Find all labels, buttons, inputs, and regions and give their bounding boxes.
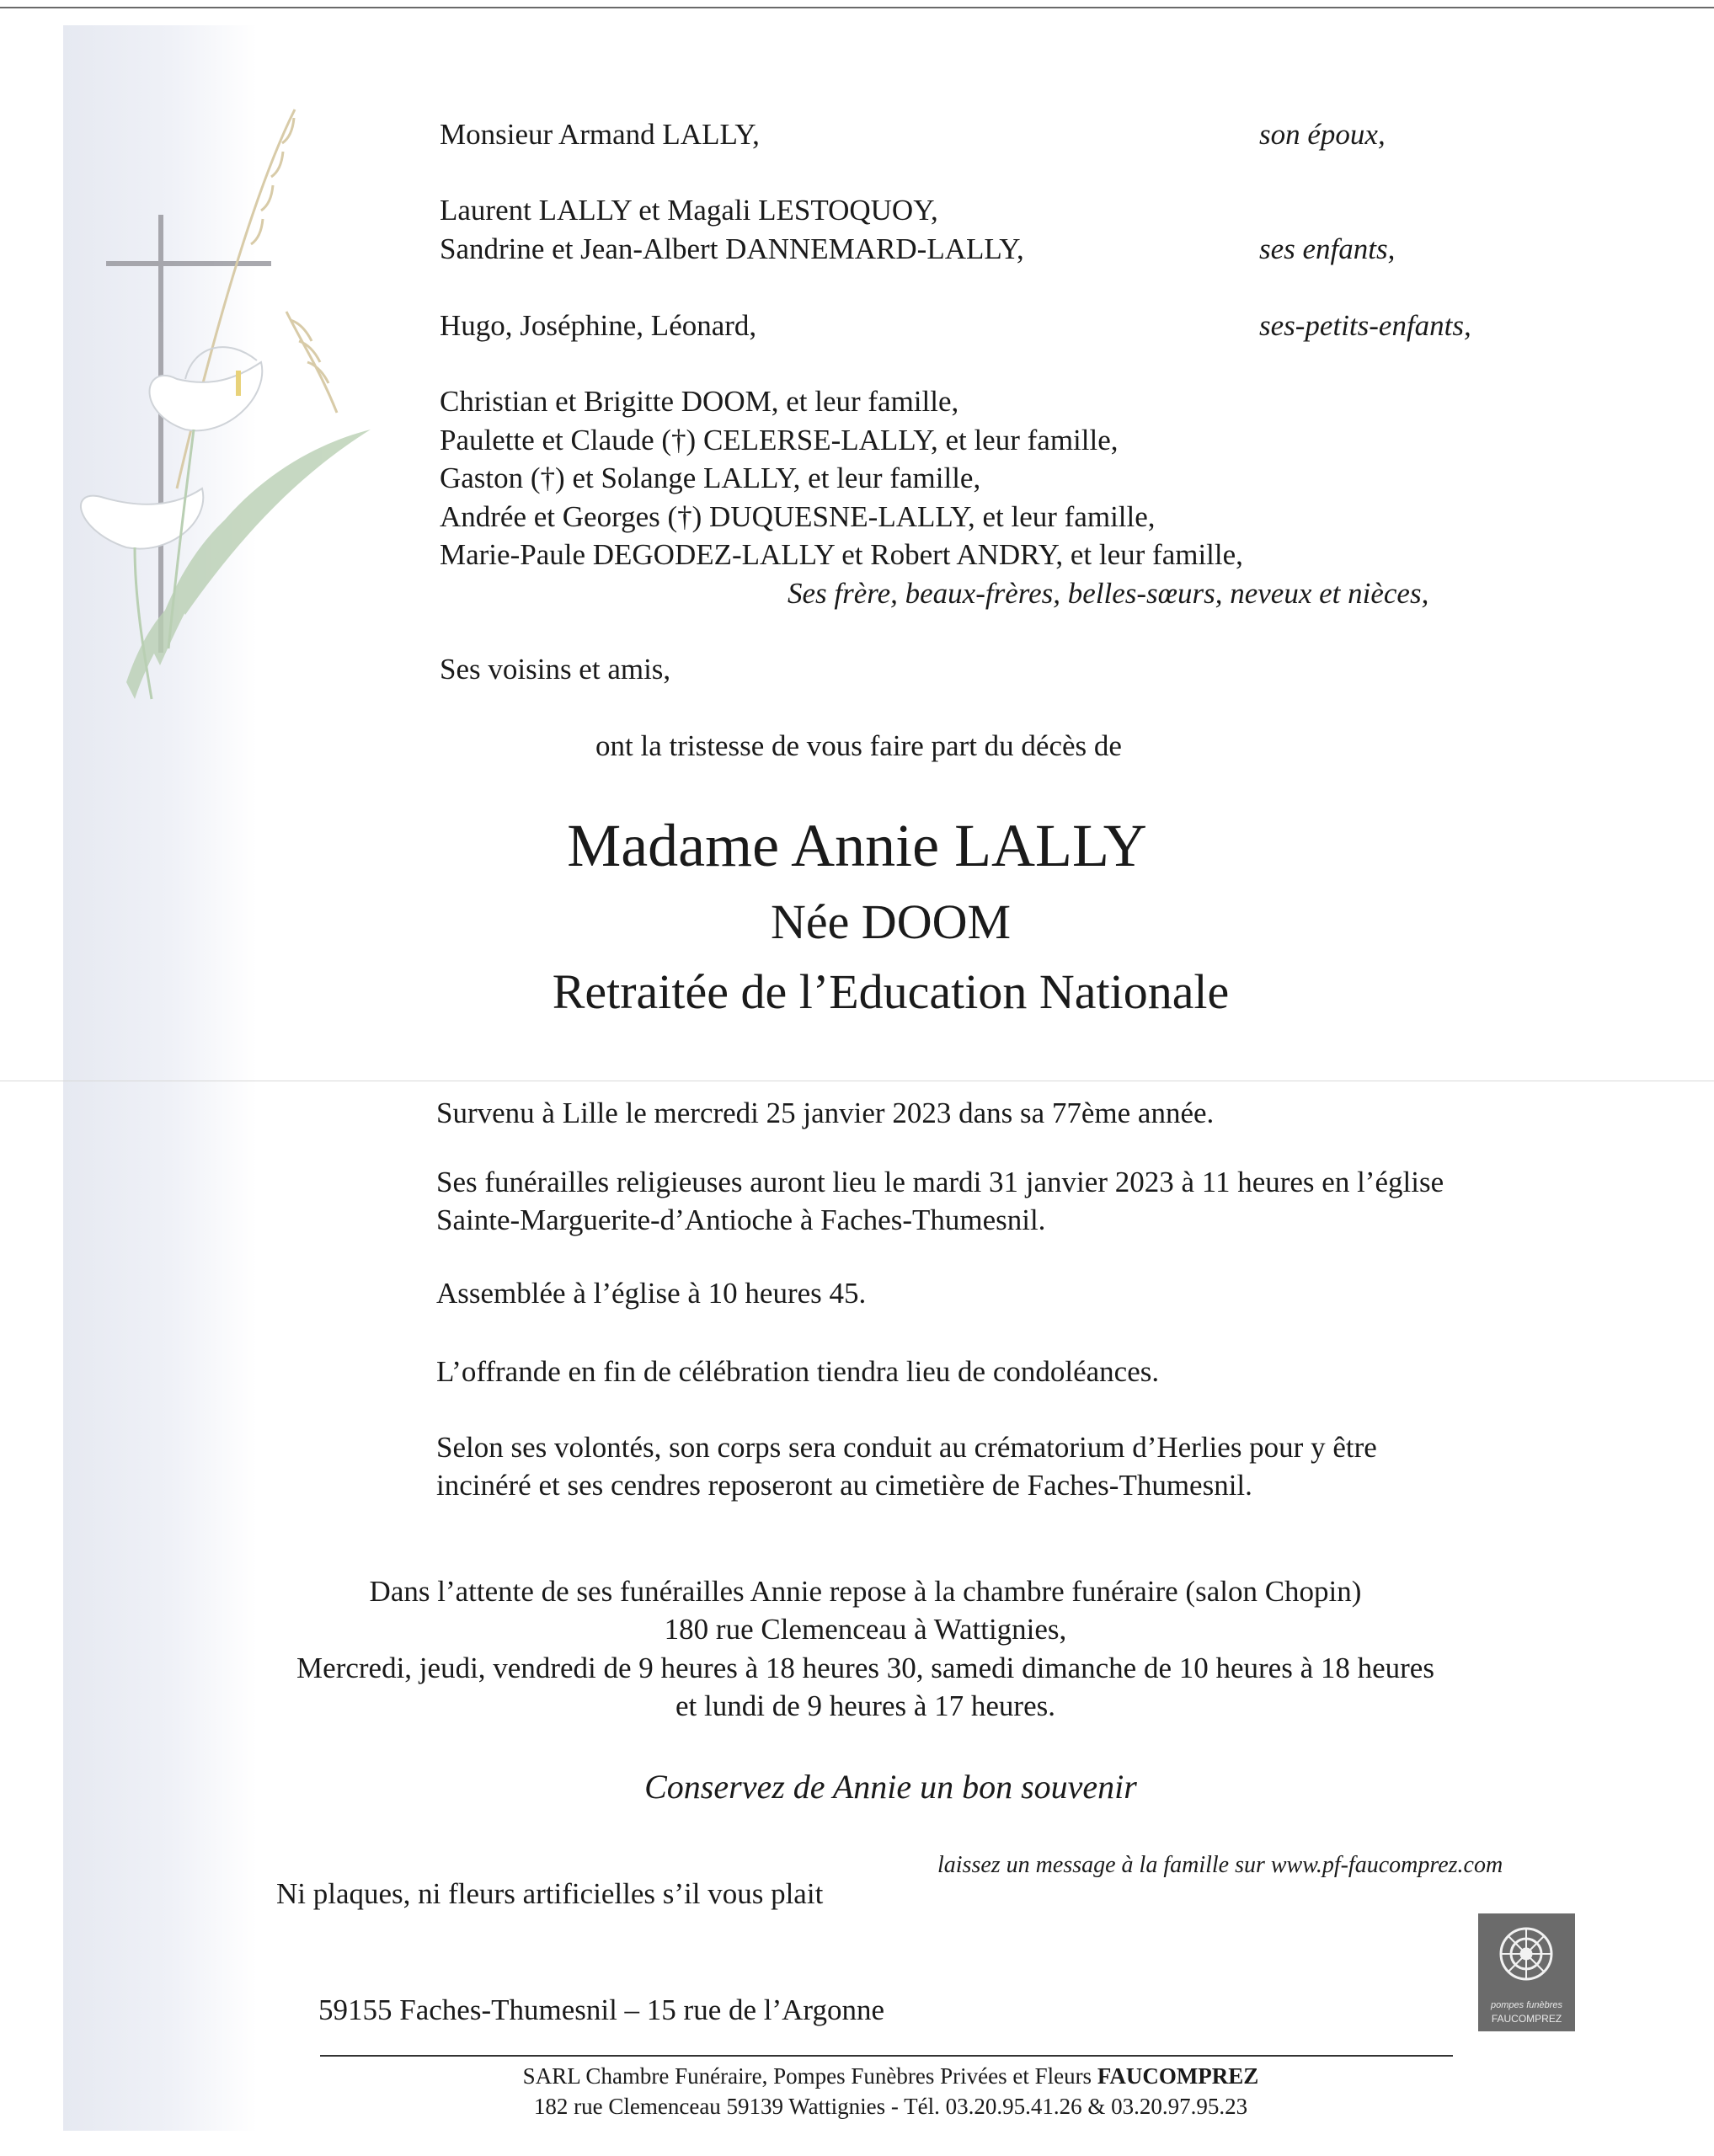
footer-company: SARL Chambre Funéraire, Pompes Funèbres Privées et Fleurs: [522, 2063, 1097, 2089]
assembly-line: Assemblée à l’église à 10 heures 45.: [436, 1277, 867, 1310]
visitation-line: 180 rue Clemenceau à Wattignies,: [664, 1613, 1067, 1646]
message-link[interactable]: laissez un message à la famille sur www.pf-faucomprez.com: [937, 1852, 1503, 1878]
visitation-line: Dans l’attente de ses funérailles Annie repose à la chambre funéraire (salon Chopin): [369, 1575, 1362, 1608]
remembrance-line: Conservez de Annie un bon souvenir: [644, 1768, 1137, 1806]
deceased-title: Retraitée de l’Education Nationale: [552, 964, 1230, 1019]
relative-line: Andrée et Georges (†) DUQUESNE-LALLY, et leur famille,: [440, 500, 1156, 533]
funeral-line-2: Sainte-Marguerite-d’Antioche à Faches-Thumesnil.: [436, 1203, 1046, 1236]
top-border: [0, 7, 1714, 8]
funeral-line-1: Ses funérailles religieuses auront lieu le mardi 31 janvier 2023 à 11 heures en l’église: [436, 1166, 1444, 1198]
deceased-maiden-name: Née DOOM: [770, 894, 1012, 949]
wheat-icon: [177, 109, 337, 488]
announcement-line: ont la tristesse de vous faire part du décès de: [595, 729, 1122, 762]
friends-line: Ses voisins et amis,: [440, 653, 671, 686]
relative-line: Christian et Brigitte DOOM, et leur famille,: [440, 385, 959, 418]
rosette-icon: [1478, 1913, 1575, 1998]
cremation-line-2: incinéré et ses cendres reposeront au cimetière de Faches-Thumesnil.: [436, 1469, 1252, 1502]
spouse-name: Monsieur Armand LALLY,: [440, 118, 760, 151]
children-line-1: Laurent LALLY et Magali LESTOQUOY,: [440, 194, 938, 227]
grandchildren-role: ses-petits-enfants,: [1259, 309, 1471, 342]
no-flowers-line: Ni plaques, ni fleurs artificielles s’il vous plait: [276, 1877, 824, 1910]
relative-line: Gaston (†) et Solange LALLY, et leur famille,: [440, 462, 981, 494]
children-line-2: Sandrine et Jean-Albert DANNEMARD-LALLY,: [440, 232, 1024, 265]
footer-line-2: 182 rue Clemenceau 59139 Wattignies - Tél. 03.20.95.41.26 & 03.20.97.95.23: [533, 2094, 1248, 2119]
death-notice: Survenu à Lille le mercredi 25 janvier 2023 dans sa 77ème année.: [436, 1097, 1215, 1129]
visitation-line: Mercredi, jeudi, vendredi de 9 heures à 18 heures 30, samedi dimanche de 10 heures à 18 heures: [296, 1652, 1434, 1684]
visitation-line: et lundi de 9 heures à 17 heures.: [675, 1689, 1055, 1722]
cremation-line-1: Selon ses volontés, son corps sera conduit au crématorium d’Herlies pour y être: [436, 1431, 1377, 1464]
faucomprez-logo: [1478, 1913, 1575, 2031]
relatives-role: Ses frère, beaux-frères, belles-sœurs, neveux et nièces,: [788, 577, 1429, 610]
spouse-role: son époux,: [1259, 118, 1386, 151]
offering-line: L’offrande en fin de célébration tiendra lieu de condoléances.: [436, 1355, 1160, 1388]
footer-line-1: [0, 2062, 1714, 2090]
deceased-name: Madame Annie LALLY: [567, 812, 1147, 879]
address-line: 59155 Faches-Thumesnil – 15 rue de l’Argonne: [318, 1993, 884, 2026]
relative-line: Marie-Paule DEGODEZ-LALLY et Robert ANDRY, et leur famille,: [440, 538, 1243, 571]
relative-line: Paulette et Claude (†) CELERSE-LALLY, et leur famille,: [440, 424, 1119, 456]
grandchildren-names: Hugo, Joséphine, Léonard,: [440, 309, 757, 342]
logo-brand: FAUCOMPREZ: [1491, 2013, 1562, 2025]
children-role: ses enfants,: [1259, 232, 1396, 265]
logo-subtitle: pompes funèbres: [1491, 2000, 1562, 2010]
footer-separator: [320, 2055, 1453, 2057]
footer-brand: FAUCOMPREZ: [1097, 2063, 1259, 2089]
cross-and-lily-illustration: [51, 93, 371, 750]
